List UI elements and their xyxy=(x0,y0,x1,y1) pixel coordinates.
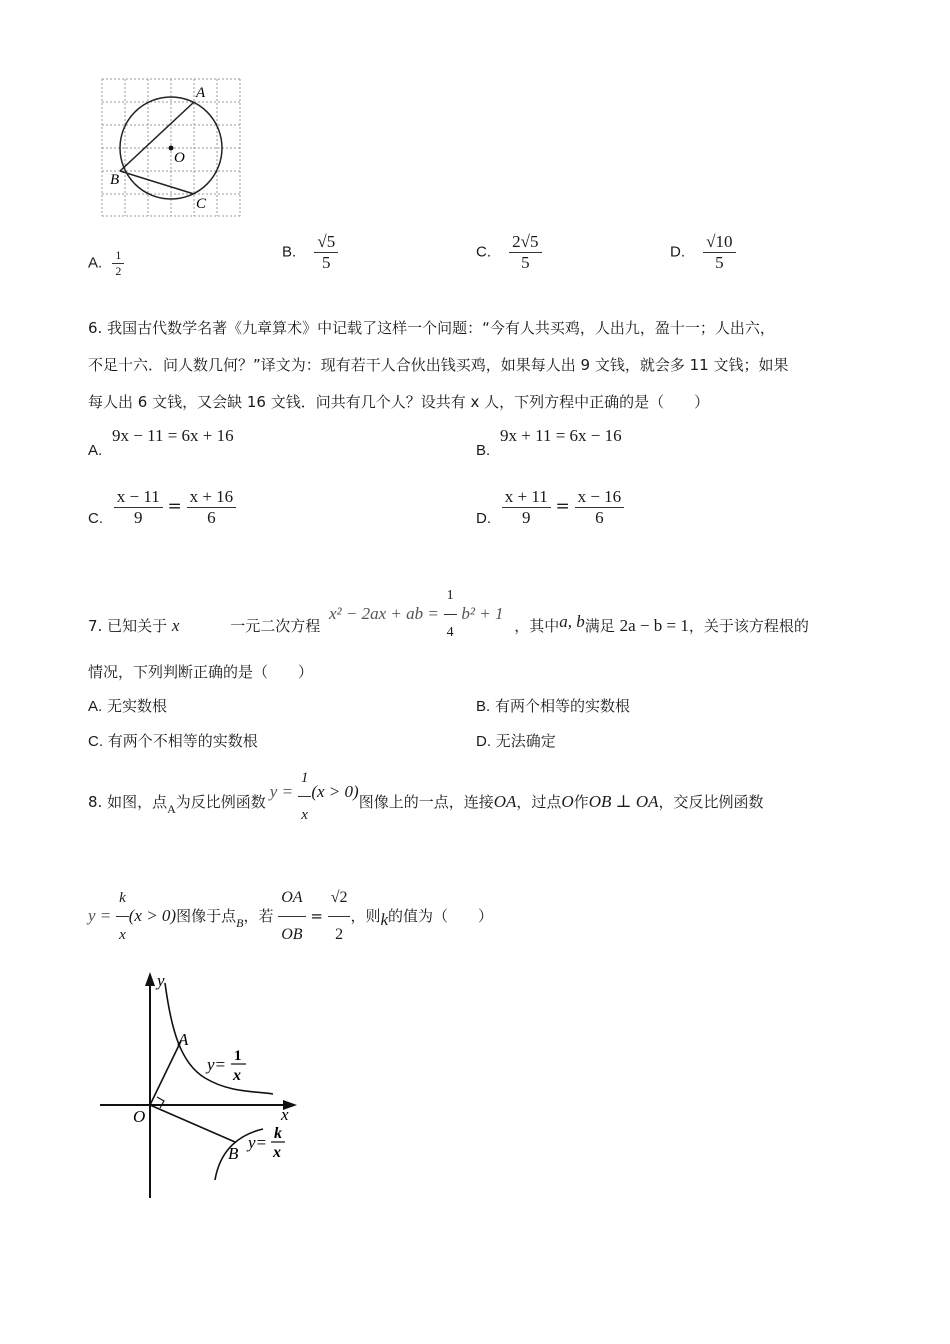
q6-line-3: 每人出 6 文钱，又会缺 16 文钱．问共有几个人？设共有 x 人，下列方程中正确的是（ ） xyxy=(88,393,710,411)
q6-line-1: 6. 我国古代数学名著《九章算术》中记载了这样一个问题：“今有人共买鸡，人出九，盈十一；人出六， xyxy=(88,319,775,337)
q6-line-2: 不足十六．问人数几何？”译文为：现有若干人合伙出钱买鸡，如果每人出 9 文钱，就会多 11 文钱；如果 xyxy=(88,356,789,374)
q8-fig-f2-den: x xyxy=(273,1144,281,1161)
q7-option-c[interactable]: C. 有两个不相等的实数根 xyxy=(88,732,258,750)
q5-option-c[interactable]: C. $\frac{2√5}{5}$ xyxy=(476,232,542,273)
q8-line-1: 8. 如图，点$_A$为反比例函数y = $\frac{1}{x}$ (x > 0)图像上的一点，连接OA，过点O作OB ⊥ OA，交反比例函数 xyxy=(88,766,764,839)
q5-label-o: O xyxy=(174,150,185,166)
q7-option-b[interactable]: B. 有两个相等的实数根 xyxy=(476,697,630,715)
q8-fig-f2-num: k xyxy=(274,1125,282,1142)
q8-line-2: y = $\frac{k}{x}$ (x > 0)图像于点$_B$，若 $\frac{OA}{OB}$ = $\frac{√2}{2}$ ，则k的值为（ ） xyxy=(88,880,493,953)
q8-fig-f1-den: x xyxy=(233,1067,241,1084)
q8-fig-b-label: B xyxy=(228,1144,239,1163)
q7-line-2: 情况，下列判断正确的是（ ） xyxy=(88,663,314,681)
q8-fig-f2-lhs: y= xyxy=(248,1133,268,1152)
q6-option-c[interactable]: C. $\frac{x - 11}{9}$ = $\frac{x + 16}{6}$ xyxy=(88,487,236,528)
q5-option-d[interactable]: D. $\frac{√10}{5}$ xyxy=(670,232,736,273)
q5-option-b[interactable]: B. $\frac{√5}{5}$ xyxy=(282,232,338,273)
q7-option-a[interactable]: A. 无实数根 xyxy=(88,697,167,715)
q8-fig-y-label: y xyxy=(157,971,165,990)
q8-fig-origin-label: O xyxy=(133,1107,146,1126)
q5-option-a[interactable]: A. $\frac{1}{2}$ xyxy=(88,248,124,279)
q8-fig-f1-num: 1 xyxy=(234,1048,242,1064)
q8-fig-f1-lhs: y= xyxy=(207,1055,227,1074)
q8-graph-figure xyxy=(95,968,315,1203)
q8-fig-x-label: x xyxy=(281,1105,289,1124)
q6-option-d[interactable]: D. $\frac{x + 11}{9}$ = $\frac{x - 16}{6}$ xyxy=(476,487,624,528)
q5-circle-figure xyxy=(98,76,248,221)
q8-fig-a-label: A xyxy=(178,1030,189,1049)
q5-label-b: B xyxy=(110,172,120,188)
q5-label-a: A xyxy=(196,85,206,101)
q7-option-d[interactable]: D. 无法确定 xyxy=(476,732,556,750)
q5-label-c: C xyxy=(196,196,207,212)
q7-line-1: 7. 已知关于 x 一元二次方程 x² − 2ax + ab = $\frac{1}{4}$ b² + 1 ，其中a, b满足 2a − b = 1，关于该方程根的 xyxy=(88,590,809,663)
